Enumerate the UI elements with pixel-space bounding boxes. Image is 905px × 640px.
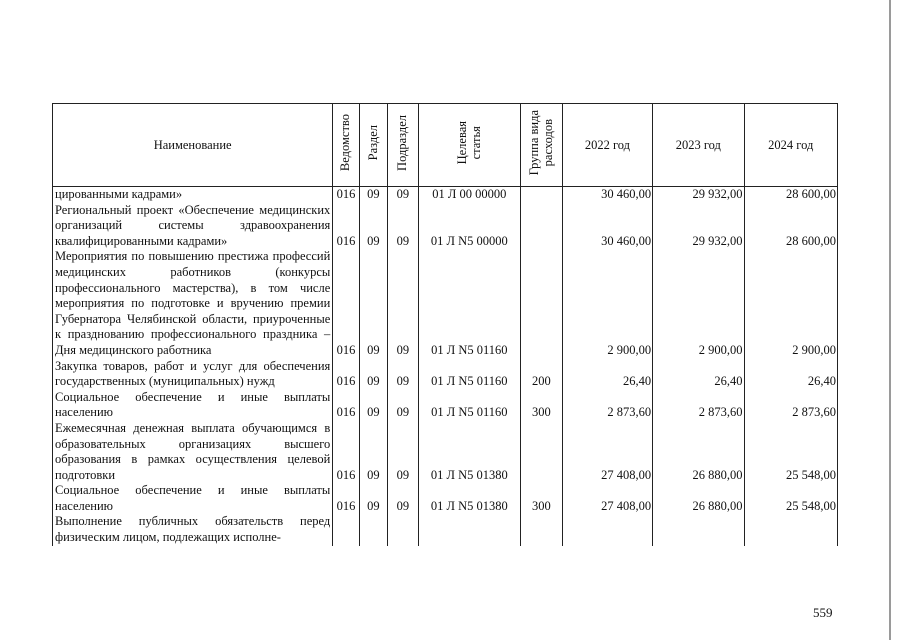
row-value-2024: 26,40	[744, 359, 838, 390]
table-row	[53, 483, 838, 514]
row-name: Закупка товаров, работ и услуг для обеспечения государственных (муниципальных) нужд	[53, 359, 333, 390]
row-value-2023: 29 932,00	[653, 203, 744, 250]
row-name: Социальное обеспечение и иные выплаты населению	[53, 390, 333, 421]
row-value-2023: 2 900,00	[653, 249, 744, 358]
row-value-2022: 27 408,00	[562, 483, 652, 514]
row-target-article: 01 Л N5 01380	[418, 483, 521, 514]
row-name: Социальное обеспечение и иные выплаты населению	[53, 483, 333, 514]
table-row	[53, 249, 838, 358]
row-department: 016	[333, 249, 359, 358]
row-expense-group	[521, 514, 563, 545]
row-value-2024: 28 600,00	[744, 187, 838, 203]
table-row	[53, 390, 838, 421]
row-expense-group	[521, 421, 563, 483]
row-value-2023: 2 873,60	[653, 390, 744, 421]
row-subsection: 09	[388, 359, 418, 390]
row-expense-group	[521, 203, 563, 250]
row-name: Выполнение публичных обязательств перед физическим лицом, подлежащих исполне-	[53, 514, 333, 545]
table-row	[53, 359, 838, 390]
row-department: 016	[333, 421, 359, 483]
header-department: Ведомство	[333, 104, 359, 187]
row-target-article: 01 Л N5 00000	[418, 203, 521, 250]
row-expense-group	[521, 187, 563, 203]
header-year-2023: 2023 год	[653, 104, 744, 187]
row-subsection: 09	[388, 421, 418, 483]
header-expense-group: Группа вида расходов	[521, 104, 563, 187]
row-department: 016	[333, 390, 359, 421]
row-target-article: 01 Л N5 01160	[418, 390, 521, 421]
row-subsection	[388, 514, 418, 545]
page-number: 559	[813, 605, 833, 620]
row-value-2024: 28 600,00	[744, 203, 838, 250]
row-value-2024: 25 548,00	[744, 421, 838, 483]
scan-edge-line	[889, 0, 891, 640]
row-value-2022: 2 900,00	[562, 249, 652, 358]
row-department	[333, 514, 359, 545]
row-value-2024	[744, 514, 838, 545]
row-expense-group	[521, 249, 563, 358]
row-value-2022: 30 460,00	[562, 187, 652, 203]
row-department: 016	[333, 483, 359, 514]
header-subsection: Подраздел	[388, 104, 418, 187]
header-name: Наименование	[53, 104, 333, 187]
row-value-2022: 26,40	[562, 359, 652, 390]
row-target-article: 01 Л N5 01380	[418, 421, 521, 483]
row-value-2022	[562, 514, 652, 545]
row-name: цированными кадрами»	[53, 187, 333, 203]
row-section: 09	[359, 390, 387, 421]
row-value-2022: 30 460,00	[562, 203, 652, 250]
budget-table	[52, 103, 838, 546]
row-subsection: 09	[388, 249, 418, 358]
row-target-article: 01 Л 00 00000	[418, 187, 521, 203]
row-section: 09	[359, 187, 387, 203]
row-department: 016	[333, 203, 359, 250]
row-name: Мероприятия по повышению престижа профессий медицинских работников (конкурсы профессионального мастерства), в том числе мероприятия по подготовке и вручению премии Губернатора Челябинской области, приуроченные к празднованию профессионального праздника – Дня медицинского работника	[53, 249, 333, 358]
row-name: Ежемесячная денежная выплата обучающимся в образовательных организациях высшего образования в рамках осуществления целевой подготовки	[53, 421, 333, 483]
row-value-2022: 27 408,00	[562, 421, 652, 483]
header-year-2022: 2022 год	[562, 104, 652, 187]
header-target-article: Целевая статья	[418, 104, 521, 187]
row-target-article: 01 Л N5 01160	[418, 359, 521, 390]
row-name: Региональный проект «Обеспечение медицинских организаций системы здравоохранения квалифицированными кадрами»	[53, 203, 333, 250]
row-target-article	[418, 514, 521, 545]
row-subsection: 09	[388, 203, 418, 250]
row-section: 09	[359, 483, 387, 514]
row-section	[359, 514, 387, 545]
table-row	[53, 514, 838, 545]
row-department: 016	[333, 359, 359, 390]
row-section: 09	[359, 359, 387, 390]
row-expense-group: 300	[521, 483, 563, 514]
row-value-2023: 26 880,00	[653, 421, 744, 483]
row-value-2024: 2 873,60	[744, 390, 838, 421]
row-expense-group: 300	[521, 390, 563, 421]
row-value-2023: 26 880,00	[653, 483, 744, 514]
row-section: 09	[359, 203, 387, 250]
row-value-2023	[653, 514, 744, 545]
row-value-2022: 2 873,60	[562, 390, 652, 421]
row-section: 09	[359, 421, 387, 483]
table-header-row	[53, 104, 838, 187]
row-subsection: 09	[388, 390, 418, 421]
header-year-2024: 2024 год	[744, 104, 838, 187]
row-department: 016	[333, 187, 359, 203]
table-row	[53, 203, 838, 250]
row-section: 09	[359, 249, 387, 358]
row-subsection: 09	[388, 483, 418, 514]
row-expense-group: 200	[521, 359, 563, 390]
row-value-2024: 2 900,00	[744, 249, 838, 358]
header-section: Раздел	[359, 104, 387, 187]
table-row	[53, 421, 838, 483]
row-value-2023: 29 932,00	[653, 187, 744, 203]
row-value-2024: 25 548,00	[744, 483, 838, 514]
row-subsection: 09	[388, 187, 418, 203]
table-row	[53, 187, 838, 203]
row-value-2023: 26,40	[653, 359, 744, 390]
row-target-article: 01 Л N5 01160	[418, 249, 521, 358]
